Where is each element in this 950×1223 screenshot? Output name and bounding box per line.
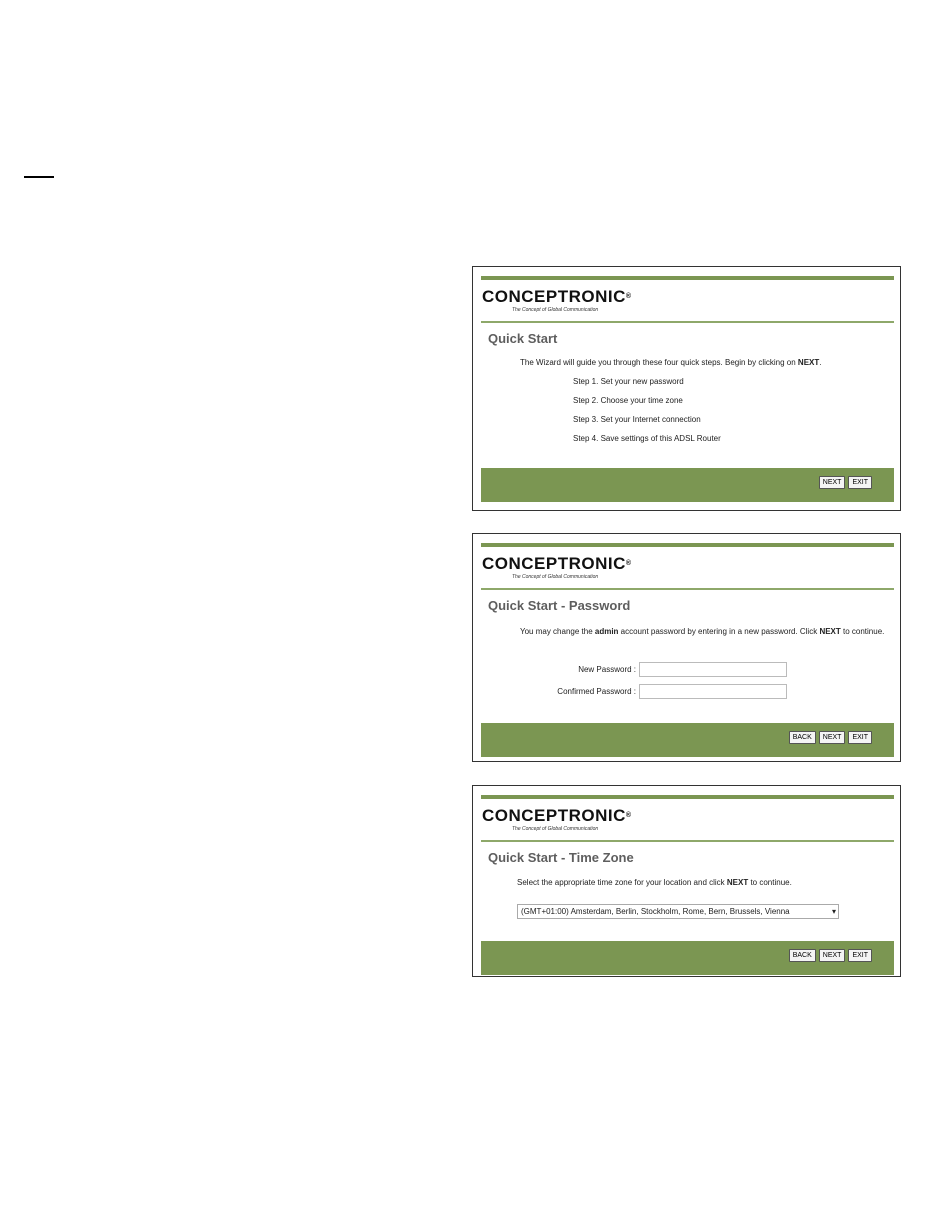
conceptronic-logo bbox=[482, 288, 632, 313]
wizard-intro: The Wizard will guide you through these four quick steps. Begin by clicking on NEXT. bbox=[520, 358, 822, 367]
header-divider bbox=[481, 588, 894, 590]
page-title: Quick Start - Time Zone bbox=[488, 850, 634, 865]
step-item: Step 3. Set your Internet connection bbox=[573, 415, 701, 424]
steps-list bbox=[573, 377, 721, 453]
dropdown-arrow-icon[interactable]: ▾ bbox=[831, 907, 836, 916]
new-password-input[interactable] bbox=[639, 662, 787, 677]
step-item: Step 2. Choose your time zone bbox=[573, 396, 683, 405]
footer-bar bbox=[481, 723, 894, 757]
logo-wordmark: CONCEPTRONIC® bbox=[482, 806, 632, 825]
exit-button[interactable]: EXIT bbox=[848, 949, 872, 962]
back-button[interactable]: BACK bbox=[789, 949, 816, 962]
confirmed-password-label: Confirmed Password : bbox=[557, 687, 636, 696]
confirmed-password-input[interactable] bbox=[639, 684, 787, 699]
next-button[interactable]: NEXT bbox=[819, 949, 846, 962]
time-zone-panel bbox=[472, 785, 901, 977]
page-title: Quick Start bbox=[488, 331, 558, 346]
logo-tagline: The Concept of Global Communication bbox=[512, 574, 599, 580]
exit-button[interactable]: EXIT bbox=[848, 731, 872, 744]
logo-tagline: The Concept of Global Communication bbox=[512, 826, 599, 832]
password-intro: You may change the admin account password by entering in a new password. Click NEXT to continue. bbox=[520, 627, 885, 636]
top-bar bbox=[481, 543, 894, 547]
next-button[interactable]: NEXT bbox=[819, 731, 846, 744]
logo-tagline: The Concept of Global Communication bbox=[512, 307, 599, 313]
footer-bar bbox=[481, 468, 894, 502]
time-zone-intro: Select the appropriate time zone for your location and click NEXT to continue. bbox=[517, 878, 792, 887]
step-item: Step 1. Set your new password bbox=[573, 377, 684, 386]
conceptronic-logo bbox=[482, 807, 632, 832]
top-bar bbox=[481, 276, 894, 280]
footer-bar bbox=[481, 941, 894, 975]
password-panel bbox=[472, 533, 901, 762]
underline-mark bbox=[24, 176, 54, 178]
confirmed-password-row bbox=[473, 684, 787, 699]
logo-wordmark: CONCEPTRONIC® bbox=[482, 287, 632, 306]
next-button[interactable]: NEXT bbox=[819, 476, 846, 489]
exit-button[interactable]: EXIT bbox=[848, 476, 872, 489]
time-zone-select[interactable] bbox=[517, 904, 839, 919]
top-bar bbox=[481, 795, 894, 799]
page-title: Quick Start - Password bbox=[488, 598, 631, 613]
conceptronic-logo bbox=[482, 555, 632, 580]
new-password-label: New Password : bbox=[578, 665, 636, 674]
header-divider bbox=[481, 321, 894, 323]
back-button[interactable]: BACK bbox=[789, 731, 816, 744]
new-password-row bbox=[473, 662, 787, 677]
time-zone-selected-value: (GMT+01:00) Amsterdam, Berlin, Stockholm, Rome, Bern, Brussels, Vienna bbox=[521, 907, 790, 916]
step-item: Step 4. Save settings of this ADSL Router bbox=[573, 434, 721, 443]
header-divider bbox=[481, 840, 894, 842]
logo-wordmark: CONCEPTRONIC® bbox=[482, 554, 632, 573]
quick-start-panel bbox=[472, 266, 901, 511]
